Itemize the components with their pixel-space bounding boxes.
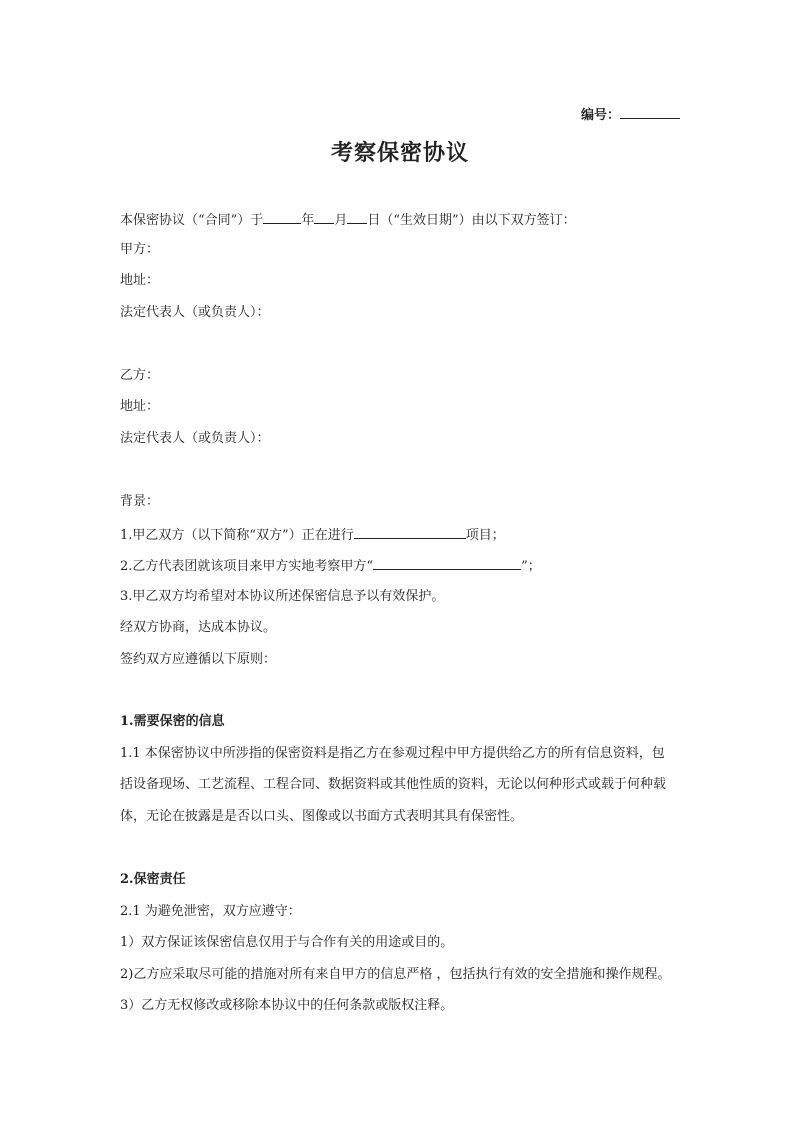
party-a-address: 地址：: [120, 273, 160, 288]
background-item-2-end: ”；: [521, 559, 541, 574]
principles-text: 签约双方应遵循以下原则：: [120, 652, 277, 667]
section-1-paragraph-line-3: 体，无论在披露是是否以口头、图像或以书面方式表明其具有保密性。: [120, 809, 524, 824]
intro-text-start: 本保密协议（“合同”）于: [120, 213, 264, 228]
section-1-paragraph-line-1: 1.1 本保密协议中所涉指的保密资料是指乙方在参观过程中甲方提供给乙方的所有信息资料，包: [120, 746, 665, 761]
month-blank: [314, 210, 334, 224]
year-blank: [263, 210, 301, 224]
consensus-text: 经双方协商，达成本协议。: [120, 620, 277, 635]
section-2-item-1: 1）双方保证该保密信息仅用于与合作有关的用途或目的。: [120, 935, 454, 950]
background-item-2: [120, 556, 541, 576]
party-b-address: 地址：: [120, 399, 160, 414]
document-title: 考察保密协议: [330, 140, 469, 166]
background-item-1-start: 1.甲乙双方（以下简称“双方”）正在进行: [120, 528, 354, 543]
background-item-1-end: 项目；: [465, 528, 505, 543]
party-a-label: 甲方：: [120, 242, 160, 257]
background-item-2-start: 2.乙方代表团就该项目来甲方实地考察甲方“: [120, 559, 374, 574]
background-item-1: [120, 525, 505, 545]
section-1-heading: 1.需要保密的信息: [120, 714, 225, 729]
intro-text-end: 日（“生效日期”）由以下双方签订：: [367, 213, 576, 228]
section-1-paragraph-line-2: 括设备现场、工艺流程、工程合同、数据资料或其他性质的资料，无论以何种形式或载于何种载: [120, 777, 667, 792]
project-name-blank: [354, 525, 466, 539]
month-label: 月: [334, 213, 348, 228]
section-2-item-3: 3）乙方无权修改或移除本协议中的任何条款或版权注释。: [120, 998, 454, 1013]
background-label: 背景：: [120, 494, 160, 509]
year-label: 年: [301, 213, 315, 228]
party-b-representative: 法定代表人（或负责人）：: [120, 431, 270, 446]
background-item-3: 3.甲乙双方均希望对本协议所述保密信息予以有效保护。: [120, 589, 445, 604]
section-2-heading: 2.保密责任: [120, 872, 186, 887]
party-b-label: 乙方：: [120, 368, 160, 383]
intro-line: [120, 210, 576, 230]
document-number: [581, 104, 680, 123]
section-2-item-2: 2)乙方应采取尽可能的措施对所有来自甲方的信息严格 ，包括执行有效的安全措施和操作规程。: [120, 967, 671, 982]
section-2-sub: 2.1 为避免泄密，双方应遵守：: [120, 904, 301, 919]
party-a-representative: 法定代表人（或负责人）：: [120, 305, 270, 320]
document-number-blank: [620, 105, 680, 119]
document-number-label: 编号：: [580, 108, 620, 123]
day-blank: [347, 210, 367, 224]
site-name-blank: [373, 556, 521, 570]
